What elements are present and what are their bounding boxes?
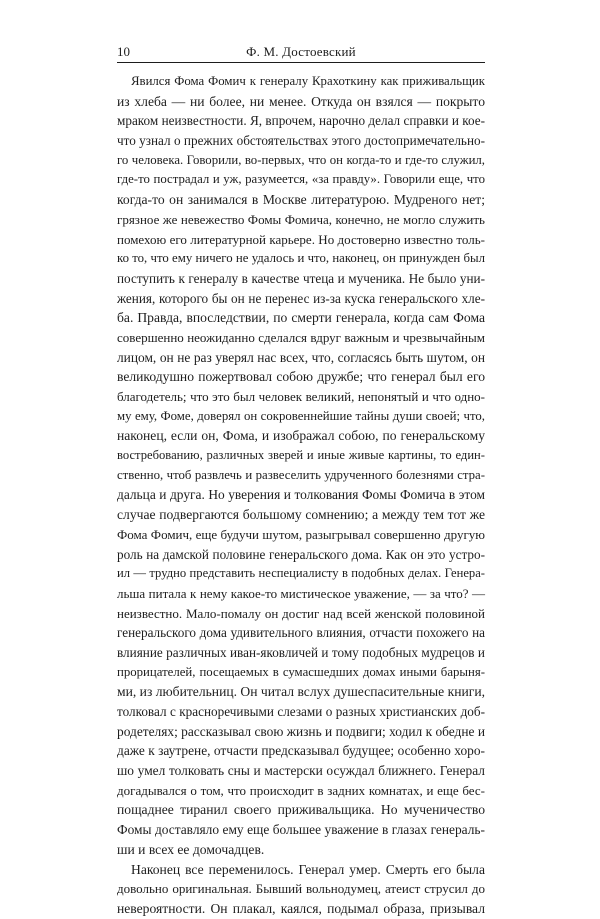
body-text — [117, 72, 485, 919]
text-line: прорицателей, посещаемых в сумасшедших домах иными барыня- — [117, 664, 485, 679]
text-line: влияние различных иван-яковличей и тому подобных мудрецов и — [117, 644, 485, 660]
text-line: Фомы доставляло ему еще большее уважение в глазах генераль- — [117, 822, 485, 838]
text-line: генеральского дома удивительного влияния, отчасти похожего на — [117, 625, 485, 641]
page-number: 10 — [117, 44, 130, 59]
text-line: невероятности. Он плакал, каялся, подымал образа, призывал — [117, 900, 485, 916]
text-line: ственно, чтоб развлечь и развеселить удрученного болезнями стра- — [117, 467, 485, 482]
text-line: ил — трудно представить неспециалисту в подобных делах. Генера- — [117, 566, 485, 581]
text-line: наконец, если он, Фома, и изображал собою, по генеральскому — [117, 428, 485, 444]
text-line: грязное же невежество Фомы Фомича, конечно, не могло служить — [117, 211, 485, 227]
text-line: где-то пострадал и уж, разумеется, «за правду». Говорили еще, что — [117, 172, 485, 187]
text-line: му ему, Фоме, доверял он сокровеннейшие тайны души своей; что, — [117, 408, 485, 423]
text-line: мраком неизвестности. Я, впрочем, нарочно делал справки и кое- — [117, 113, 485, 129]
text-line: ши и всех ее домочадцев. — [117, 841, 265, 857]
text-line: жения, которого бы он не перенес из-за куска генеральского хле- — [117, 290, 485, 306]
text-line: случае подвергаются большому сомнению; а между тем тот же — [117, 507, 485, 523]
text-line: роль на дамской половине генеральского дома. Как он это устро- — [117, 546, 485, 562]
text-line: ми, из любительниц. Он читал вслух душеспасительные книги, — [117, 684, 486, 700]
text-line: го человека. Говорили, во-первых, что он когда-то и где-то служил, — [117, 152, 485, 167]
text-line: пощаднее тиранил своего приживальщика. Но мученичество — [117, 802, 485, 818]
text-line: родетелях; рассказывал свою жизнь и подвиги; ходил к обедне и — [117, 723, 485, 739]
text-line: благодетель; что это был человек великий, непонятый и что одно- — [117, 389, 485, 404]
text-line: довольно оригинальная. Бывший вольнодумец, атеист струсил до — [117, 881, 485, 897]
text-line: востребованию, различных зверей и иные живые картины, то един- — [117, 448, 485, 463]
text-line: лицом, он не раз уверял нас всех, что, согласясь быть шутом, он — [117, 349, 485, 365]
text-line: когда-то он занимался в Москве литературою. Мудреного нет; — [117, 192, 485, 208]
text-line: Наконец все переменилось. Генерал умер. Смерть его была — [131, 861, 485, 877]
header-rule — [117, 62, 485, 63]
text-line: из хлеба — ни более, ни менее. Откуда он взялся — покрыто — [117, 93, 485, 109]
text-line: совершенно неожиданно сделался вдруг важным и чрезвычайным — [117, 329, 485, 345]
text-line: ба. Правда, впоследствии, по смерти генерала, когда сам Фома — [117, 310, 485, 326]
text-line: дальца и друга. Но уверения и толкования Фомы Фомича в этом — [117, 487, 485, 503]
running-title: Ф. М. Достоевский — [246, 44, 356, 59]
text-line: Фома Фомич, еще будучи шутом, разыгрывал совершенно другую — [117, 526, 485, 542]
text-line: даже к заутрене, отчасти предсказывал будущее; особенно хоро- — [117, 743, 485, 759]
text-line: льша питала к нему какое-то мистическое уважение, — за что? — — [117, 585, 485, 601]
text-line: великодушно пожертвовал собою дружбе; что генерал был его — [117, 369, 485, 385]
text-line: толковал с красноречивыми слезами о разных христианских доб- — [117, 704, 485, 719]
text-line: Явился Фома Фомич к генералу Крахоткину как приживальщик — [131, 74, 485, 88]
text-line: шо умел толковать сны и мастерски осуждал ближнего. Генерал — [117, 763, 485, 779]
text-line: помехою его литературной карьере. Но достоверно известно толь- — [117, 231, 485, 247]
text-line: ко то, что ему ничего не удалось и что, наконец, он принужден был — [117, 251, 485, 266]
text-line: что узнал о прежних обстоятельствах этого достопримечательно- — [117, 133, 485, 149]
text-line: догадывался о том, что происходит в задних комнатах, и еще бес- — [117, 782, 485, 798]
text-line: поступить к генералу в качестве чтеца и мученика. Не было уни- — [117, 270, 485, 286]
text-line: неизвестно. Мало-помалу он достиг над всей женской половиной — [117, 605, 485, 621]
